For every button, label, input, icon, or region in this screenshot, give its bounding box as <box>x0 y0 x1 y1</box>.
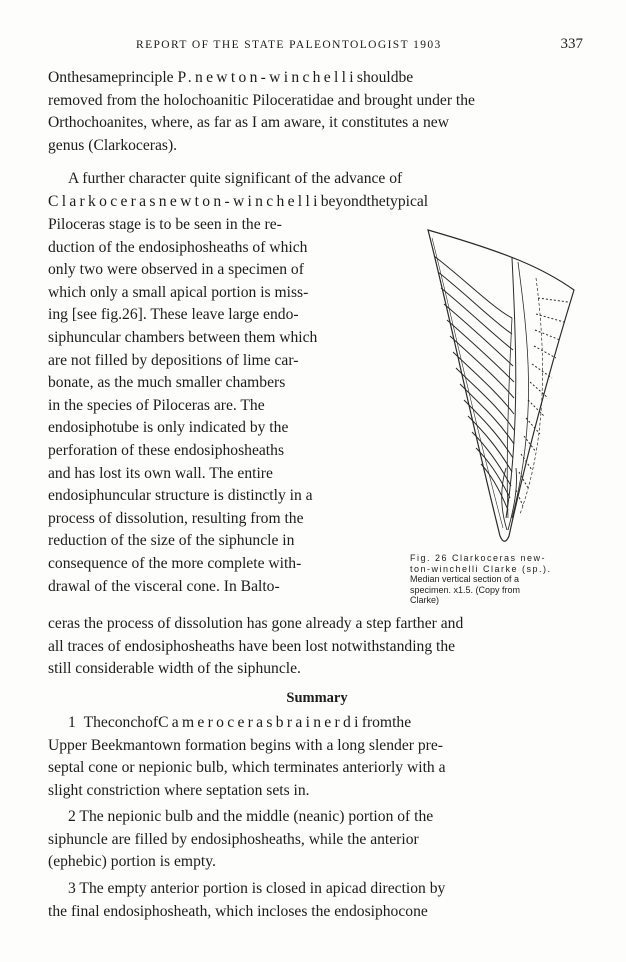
text-line: and has lost its own wall. The entire <box>48 464 273 482</box>
text-line: only two were observed in a specimen of <box>48 261 304 279</box>
text-line: duction of the endosiphosheaths of which <box>48 238 308 256</box>
caption-line: ton-winchelli Clarke (sp.). <box>410 563 552 574</box>
text-line: 2 The nepionic bulb and the middle (neanic) portion of the <box>68 808 434 825</box>
text-line: removed from the holochoanitic Piloceratidae and brought under the <box>48 91 475 109</box>
text-line: ing [see fig.26]. These leave large endo- <box>48 306 299 324</box>
figure-caption <box>410 553 586 606</box>
text-line: genus (Clarkoceras). <box>48 136 178 154</box>
paragraph-2-opening <box>48 168 586 213</box>
text-line: (ephebic) portion is empty. <box>48 853 216 871</box>
page-number: 337 <box>560 36 583 52</box>
text-line: consequence of the more complete with- <box>48 554 302 572</box>
paragraph-1 <box>48 67 586 157</box>
text-line: Piloceras stage is to be seen in the re- <box>48 216 282 233</box>
text-line: reduction of the size of the siphuncle in <box>48 532 295 550</box>
text-line: perforation of these endosiphosheaths <box>48 441 285 459</box>
text-line: siphuncle are filled by endosiphosheaths, while the anterior <box>48 830 419 848</box>
text-line: bonate, as the much smaller chambers <box>48 374 286 392</box>
text-line: endosiphuncular structure is distinctly in a <box>48 487 313 505</box>
running-title: REPORT OF THE STATE PALEONTOLOGIST 1903 <box>136 39 442 51</box>
text-line: A further character quite significant of the advance of <box>68 170 403 187</box>
section-heading-summary: Summary <box>286 690 348 706</box>
text-line: process of dissolution, resulting from the <box>48 509 304 527</box>
text-line: drawal of the visceral cone. In Balto- <box>48 577 280 595</box>
fig-26-illustration <box>408 218 586 562</box>
caption-line: Fig. 26 Clarkoceras new- <box>410 553 547 563</box>
text-line: slight constriction where septation sets in. <box>48 781 310 799</box>
text-line: ceras the process of dissolution has gone already a step farther and <box>48 615 464 632</box>
text-line: still considerable width of the siphuncle. <box>48 660 301 678</box>
text-line: Onthesameprinciple P.newton-winchellishouldbe <box>48 69 414 86</box>
caption-line: Clarke) <box>410 595 440 605</box>
summary-item-2 <box>48 806 586 874</box>
text-line: Orthochoanites, where, as far as I am aware, it constitutes a new <box>48 114 449 132</box>
text-line: 1 TheconchofCamerocerasbrainerdifromthe <box>68 714 412 731</box>
running-header <box>48 36 586 56</box>
text-line: which only a small apical portion is miss- <box>48 283 309 301</box>
text-line: the final endosiphosheath, which incloses the endosiphocone <box>48 902 428 920</box>
text-line: all traces of endosiphosheaths have been lost notwithstanding the <box>48 637 456 655</box>
caption-line: specimen. x1.5. (Copy from <box>410 584 521 595</box>
summary-item-1 <box>48 712 586 802</box>
summary-item-3 <box>48 878 586 923</box>
text-line: are not filled by depositions of lime car- <box>48 351 299 369</box>
conch-section-drawing <box>408 218 586 562</box>
paragraph-2-tail <box>48 613 586 681</box>
text-line: septal cone or nepionic bulb, which terminates anteriorly with a <box>48 759 446 777</box>
text-line: siphuncular chambers between them which <box>48 328 318 346</box>
text-line: 3 The empty anterior portion is closed in apicad direction by <box>68 880 446 897</box>
text-line: in the species of Piloceras are. The <box>48 396 265 414</box>
text-line: Clarkocerasnewton-winchellibeyondthetypical <box>48 192 429 210</box>
text-line: endosiphotube is only indicated by the <box>48 419 289 437</box>
caption-line: Median vertical section of a <box>410 574 520 584</box>
text-line: Upper Beekmantown formation begins with a long slender pre- <box>48 736 443 754</box>
